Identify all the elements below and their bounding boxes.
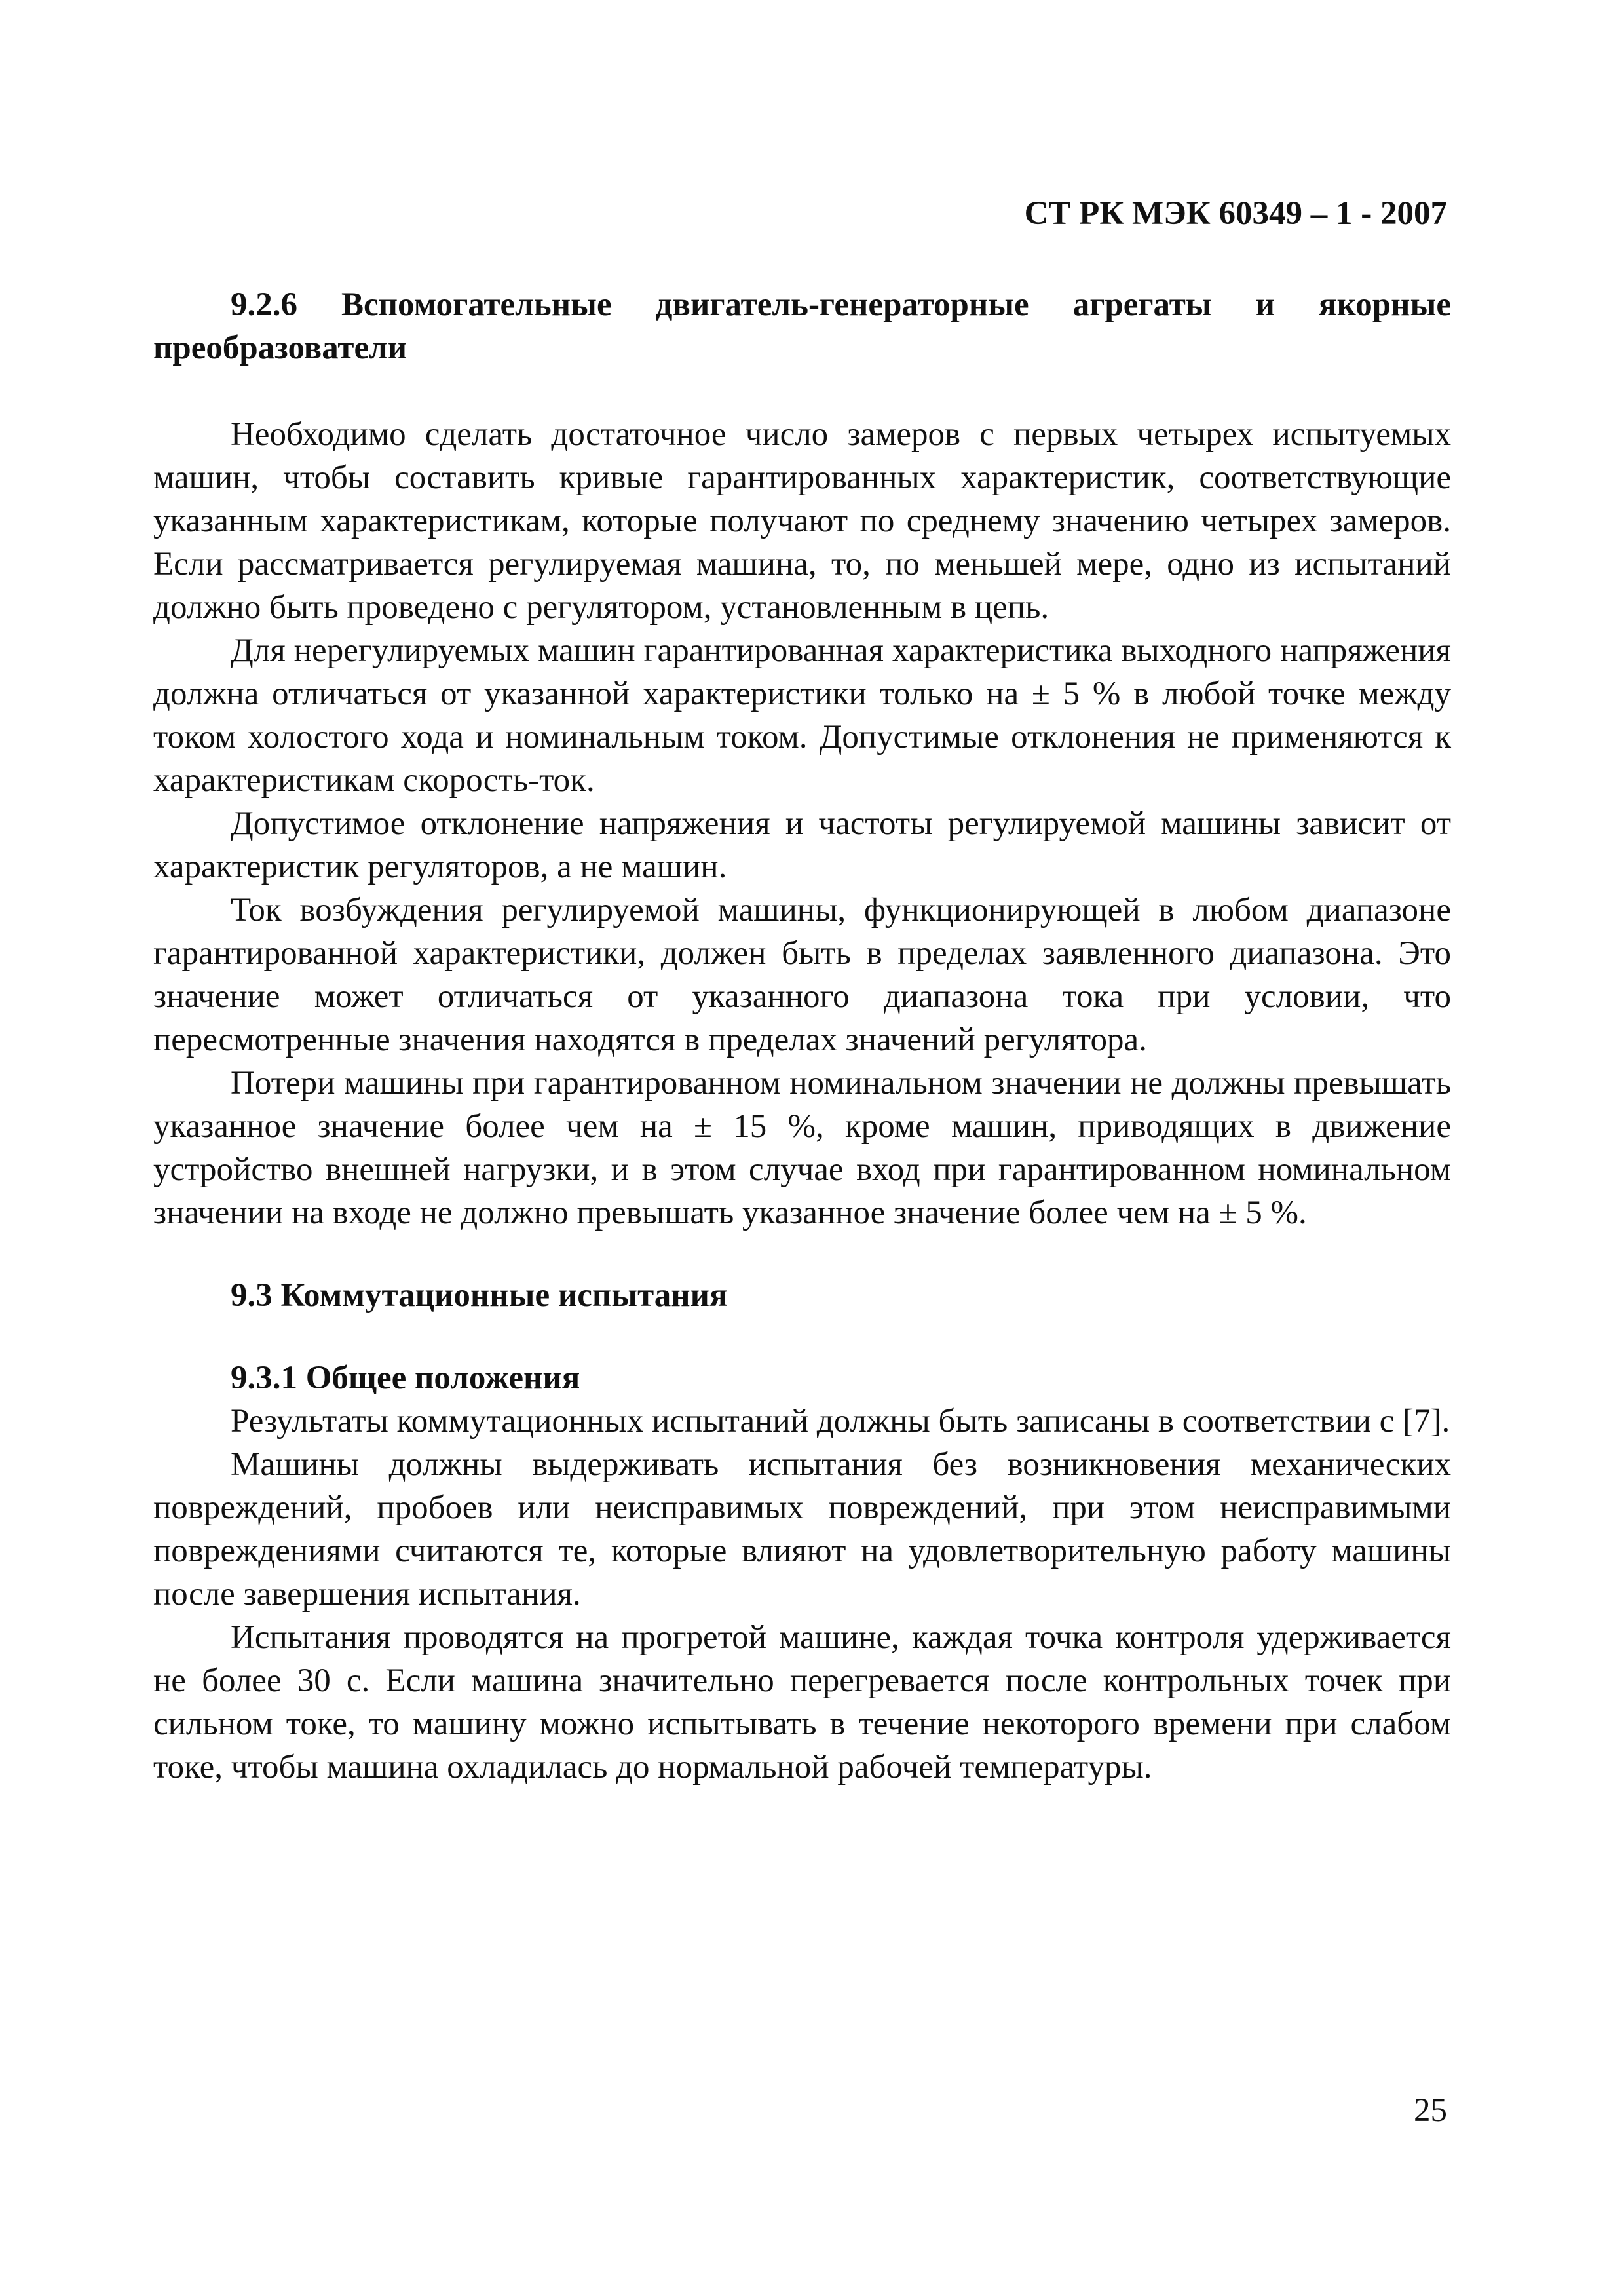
section-9-2-6-paragraph: Ток возбуждения регулируемой машины, функционирующей в любом диапазоне гарантированной характеристики, должен быть в пределах заявленного диапазона. Это значение может отличаться от указанного диапазона тока при условии, что пересмотренные значения находятся в пределах значений регулятора. — [153, 892, 1451, 1058]
document-code-header: СТ РК МЭК 60349 – 1 - 2007 — [1024, 195, 1447, 232]
page-number: 25 — [1414, 2092, 1447, 2129]
section-9-2-6-paragraph: Допустимое отклонение напряжения и частоты регулируемой машины зависит от характеристик регуляторов, а не машин. — [153, 805, 1451, 885]
section-9-2-6-paragraph: Необходимо сделать достаточное число замеров с первых четырех испытуемых машин, чтобы составить кривые гарантированных характеристик, соответствующие указанным характеристикам, которые получают по среднему значению четырех замеров. Если рассматривается регулируемая машина, то, по меньшей мере, одно из испытаний должно быть проведено с регулятором, установленным в цепь. — [153, 416, 1451, 626]
section-9-2-6-paragraph: Потери машины при гарантированном номинальном значении не должны превышать указанное значение более чем на ± 15 %, кроме машин, приводящих в движение устройство внешней нагрузки, и в этом случае вход при гарантированном номинальном значении на входе не должно превышать указанное значение более чем на ± 5 %. — [153, 1065, 1451, 1231]
section-9-3-1-paragraph: Машины должны выдерживать испытания без возникновения механических повреждений, пробоев или неисправимых повреждений, при этом неисправимыми повреждениями считаются те, которые влияют на удовлетворительную работу машины после завершения испытания. — [153, 1446, 1451, 1613]
section-9-3-heading: 9.3 Коммутационные испытания — [231, 1277, 728, 1314]
section-9-2-6-heading: 9.2.6 Вспомогательные двигатель-генераторные агрегаты и якорные преобразователи — [153, 286, 1451, 366]
section-9-3-1-paragraph: Испытания проводятся на прогретой машине, каждая точка контроля удерживается не более 30 с. Если машина значительно перегревается после контрольных точек при сильном токе, то машину можно испытывать в течение некоторого времени при слабом токе, чтобы машина охладилась до нормальной рабочей температуры. — [153, 1619, 1451, 1786]
document-body — [153, 283, 1451, 1789]
section-9-3-1-paragraph: Результаты коммутационных испытаний должны быть записаны в соответствии с [7]. — [231, 1403, 1450, 1440]
section-9-3-1-heading: 9.3.1 Общее положения — [231, 1360, 580, 1396]
section-9-2-6-paragraph: Для нерегулируемых машин гарантированная характеристика выходного напряжения должна отличаться от указанной характеристики только на ± 5 % в любой точке между током холостого хода и номинальным током. Допустимые отклонения не применяются к характеристикам скорость-ток. — [153, 632, 1451, 799]
